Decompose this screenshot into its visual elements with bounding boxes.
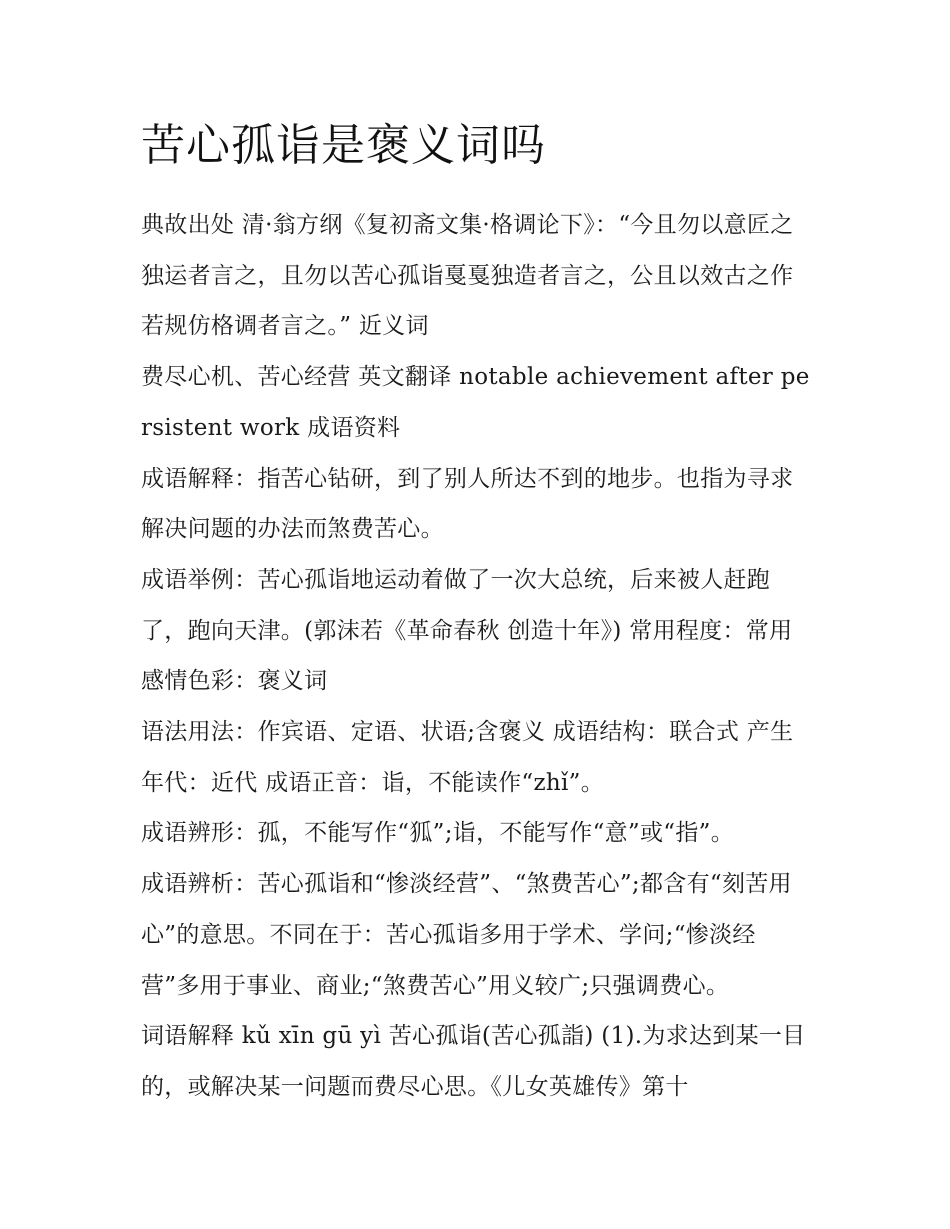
document-title: 苦心孤诣是褒义词吗 — [141, 120, 546, 171]
paragraph-source: 典故出处 清·翁方纲《复初斋文集·格调论下》：“今且勿以意匠之独运者言之，且勿以苦心孤诣戛戛独造者言之，公且以效古之作若规仿格调者言之。” 近义词 — [141, 212, 794, 340]
document-body — [141, 200, 813, 1113]
paragraph-usage-distinction: 成语辨析：苦心孤诣和“惨淡经营”、“煞费苦心”;都含有“刻苦用心”的意思。不同在于：苦心孤诣多用于学术、学问;“惨淡经营”多用于事业、商业;“煞费苦心”用义较广;只强调费心。 — [141, 871, 792, 999]
paragraph-grammar: 语法用法：作宾语、定语、状语;含褒义 成语结构：联合式 产生年代：近代 成语正音：诣，不能读作“zhǐ”。 — [141, 719, 794, 796]
paragraph-example: 成语举例：苦心孤诣地运动着做了一次大总统，后来被人赶跑了，跑向天津。(郭沫若《革命春秋 创造十年》) 常用程度：常用 感情色彩：褒义词 — [141, 566, 793, 695]
paragraph-explanation: 成语解释：指苦心钻研，到了别人所达不到的地步。也指为寻求解决问题的办法而煞费苦心。 — [141, 465, 794, 543]
paragraph-word-explanation: 词语解释 kǔ xīn gū yì 苦心孤诣(苦心孤詣) (1).为求达到某一目的，或解决某一问题而费尽心思。《儿女英雄传》第十 — [141, 1023, 806, 1100]
paragraph-form-distinction: 成语辨形：孤，不能写作“狐”;诣，不能写作“意”或“指”。 — [141, 820, 734, 847]
document-page — [141, 112, 813, 1113]
paragraph-synonyms-translation: 费尽心机、苦心经营 英文翻译 notable achievement after persistent work 成语资料 — [141, 364, 810, 441]
